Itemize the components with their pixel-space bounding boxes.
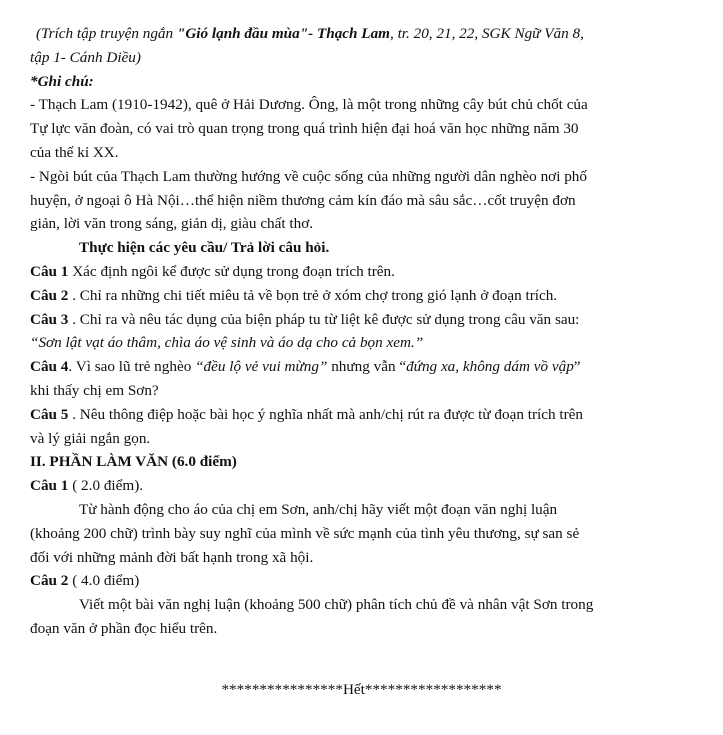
- question-4-label: Câu 4: [30, 358, 69, 376]
- source-citation-line-2: tập 1- Cánh Diều): [30, 48, 141, 66]
- note-p1-line-2: Tự lực văn đoàn, có vai trò quan trọng trong quá trình hiện đại hoá văn học những năm 30: [30, 120, 579, 138]
- note-p1-line-1: - Thạch Lam (1910-1942), quê ở Hải Dương. Ông, là một trong những cây bút chủ chốt của: [30, 96, 588, 114]
- essay-1-score: ( 2.0 điểm).: [68, 477, 144, 495]
- question-3-quote: “Sơn lật vạt áo thâm, chìa áo vệ sinh và áo dạ cho cả bọn xem.”: [30, 334, 424, 352]
- question-4-quote-b: đứng xa, không dám vồ vập: [406, 358, 574, 376]
- question-5-label: Câu 5: [30, 405, 69, 423]
- question-1: [30, 260, 683, 284]
- source-citation-line-1: [30, 22, 683, 46]
- essay-1-line-3: đối với những mảnh đời bất hạnh trong xã hội.: [30, 548, 314, 566]
- essay-1-line-1: Từ hành động cho áo của chị em Sơn, anh/chị hãy viết một đoạn văn nghị luận: [79, 500, 558, 518]
- end-marker: ****************Hết******************: [221, 681, 502, 698]
- question-2-text: . Chỉ ra những chi tiết miêu tả về bọn trẻ ở xóm chợ trong gió lạnh ở đoạn trích.: [68, 286, 558, 304]
- question-5-text: . Nêu thông điệp hoặc bài học ý nghĩa nhất mà anh/chị rút ra được từ đoạn trích trên: [68, 405, 583, 423]
- source-open: (Trích tập truyện ngắn: [36, 25, 177, 42]
- note-heading: *Ghi chú:: [30, 72, 94, 90]
- question-4-line-2: khi thấy chị em Sơn?: [30, 381, 159, 399]
- note-p2-line-1: - Ngòi bút của Thạch Lam thường hướng về cuộc sống của những người dân nghèo nơi phố: [30, 167, 587, 185]
- essay-1-label: Câu 1: [30, 477, 69, 495]
- essay-2-line-1: Viết một bài văn nghị luận (khoảng 500 chữ) phân tích chủ đề và nhân vật Sơn trong: [79, 596, 594, 614]
- essay-2-header: [30, 569, 683, 593]
- essay-2-line-2: đoạn văn ở phần đọc hiểu trên.: [30, 619, 218, 637]
- essay-1-line-2: (khoảng 200 chữ) trình bày suy nghĩ của mình về sức mạnh của tình yêu thương, sự san sẻ: [30, 524, 580, 542]
- question-1-label: Câu 1: [30, 262, 69, 280]
- question-4-text-b: nhưng vẫn “: [327, 358, 407, 376]
- tasks-heading: Thực hiện các yêu cầu/ Trả lời câu hỏi.: [79, 239, 330, 257]
- question-4-text-a: . Vì sao lũ trẻ nghèo: [68, 358, 196, 376]
- question-4-text-c: ”: [573, 358, 581, 376]
- question-4: [30, 355, 683, 379]
- question-3: [30, 308, 683, 332]
- note-p2-line-3: giản, lời văn trong sáng, giản dị, giàu chất thơ.: [30, 215, 314, 233]
- section-2-heading: II. PHẦN LÀM VĂN (6.0 điểm): [30, 453, 237, 471]
- question-5-line-2: và lý giải ngắn gọn.: [30, 429, 151, 447]
- question-3-label: Câu 3: [30, 310, 69, 328]
- question-3-text: . Chỉ ra và nêu tác dụng của biện pháp tu từ liệt kê được sử dụng trong câu văn sau:: [68, 310, 580, 328]
- note-p2-line-2: huyện, ở ngoại ô Hà Nội…thể hiện niềm thương cảm kín đáo mà sâu sắc…cốt truyện đơn: [30, 191, 576, 209]
- question-1-text: Xác định ngôi kể được sử dụng trong đoạn trích trên.: [68, 262, 395, 280]
- question-2-label: Câu 2: [30, 286, 69, 304]
- question-5: [30, 403, 683, 427]
- source-rest: , tr. 20, 21, 22, SGK Ngữ Văn 8,: [389, 25, 584, 42]
- essay-1-header: [30, 474, 683, 498]
- source-title: "Gió lạnh đầu mùa"- Thạch Lam: [176, 25, 390, 42]
- essay-2-label: Câu 2: [30, 572, 69, 590]
- question-2: [30, 284, 683, 308]
- question-4-quote-a: “đều lộ vẻ vui mừng”: [195, 358, 328, 376]
- essay-2-score: ( 4.0 điểm): [68, 572, 140, 590]
- note-p1-line-3: của thế kỉ XX.: [30, 143, 119, 161]
